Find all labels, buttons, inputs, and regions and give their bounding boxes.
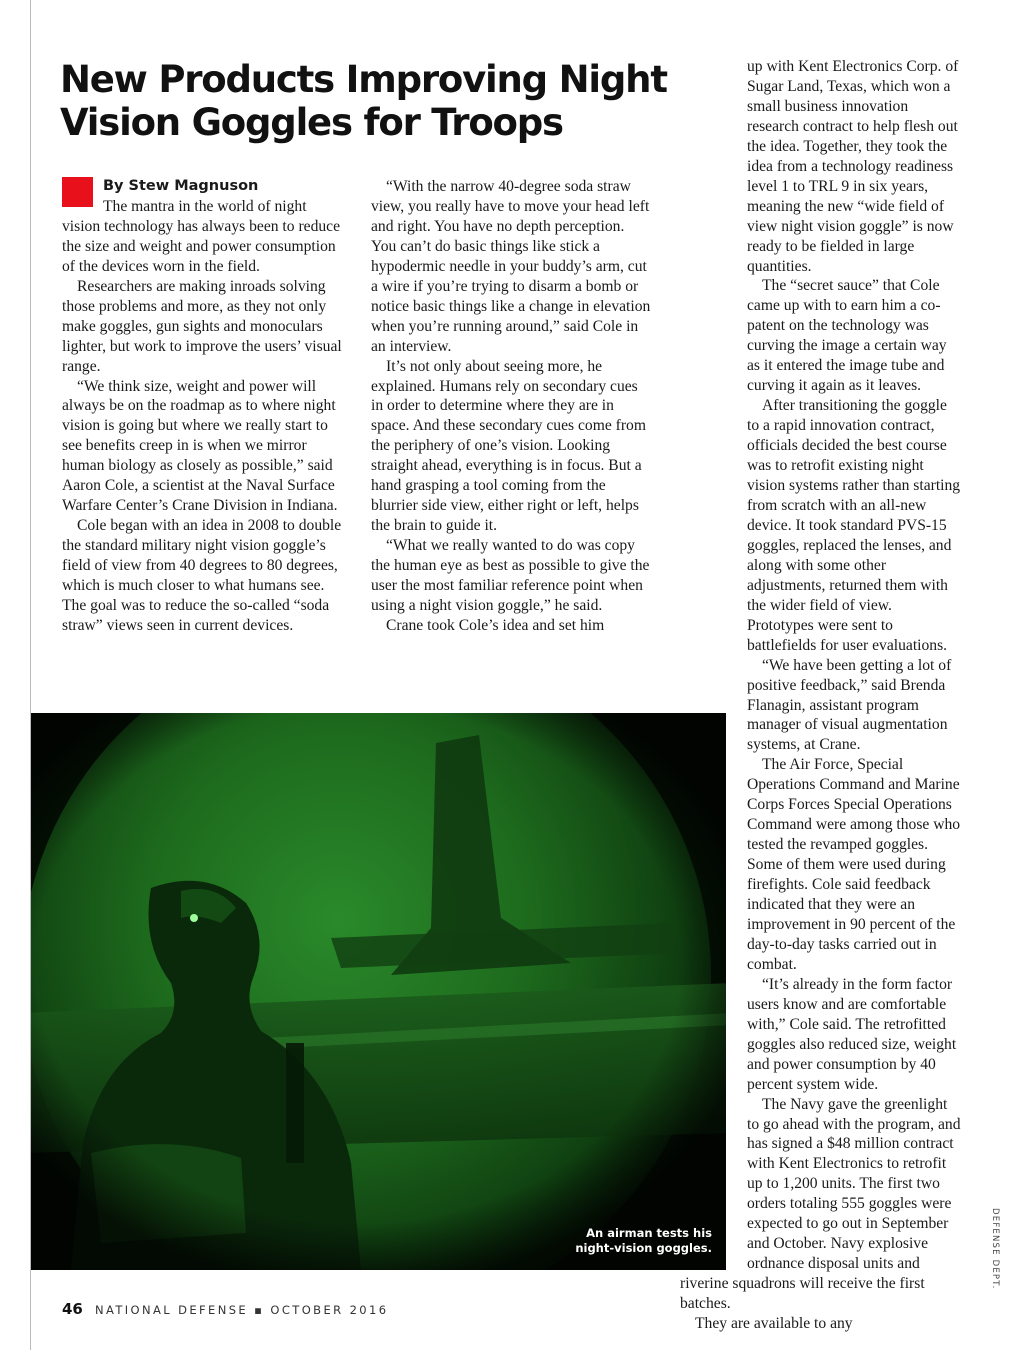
- paragraph: It’s not only about seeing more, he explained. Humans rely on secondary cues in order to determine where they are in space. And these secondary cues come from the periphery of one’s vision. Looking straight ahead, everything is in focus. But a hand grasping a tool coming from the blurrier side view, either right or left, helps the brain to guide it.: [371, 357, 646, 535]
- publication-name: NATIONAL DEFENSE: [94, 1303, 249, 1317]
- paragraph: “It’s already in the form factor users know and are comfortable with,” Cole said. The retrofitted goggles also reduced size, weight and power consumption by 40 percent system wide.: [747, 975, 957, 1093]
- paragraph: “What we really wanted to do was copy the human eye as best as possible to give the user the most familiar reference point when using a night vision goggle,” he said.: [371, 537, 650, 615]
- photo-caption: [575, 1226, 712, 1256]
- red-square-marker: [62, 177, 93, 207]
- paragraph: “We think size, weight and power will always be on the roadmap as to where night vision is going but where we really start to see benefits creep in is when we mirror human biology as closely as possible,” said Aaron Cole, a scientist at the Naval Surface Warfare Center’s Crane Division in Indiana.: [62, 377, 338, 515]
- paragraph: The mantra in the world of night vision technology has always been to reduce the size and weight and power consumption of the devices worn in the field.: [62, 197, 341, 275]
- paragraph: Cole began with an idea in 2008 to double the standard military night vision goggle’s field of view from 40 degrees to 80 degrees, which is much closer to what humans see. The goal was to reduce the so-called “soda straw” views seen in current devices.: [62, 517, 342, 634]
- night-vision-photo: [31, 713, 726, 1270]
- paragraph: up with Kent Electronics Corp. of Sugar Land, Texas, which won a small business innovation research contract to help flesh out the idea. Together, they took the idea from a technology readiness level 1 to TRL 9 in six years, meaning the new “wide field of view night vision goggle” is now ready to be fielded in large quantities.: [747, 58, 959, 275]
- article-column-1: [62, 177, 345, 636]
- paragraph: The “secret sauce” that Cole came up with to earn him a co-patent on the technology was curving the image a certain way as it entered the image tube and curving it again as it leaves.: [747, 277, 947, 395]
- footer-separator: ▪: [254, 1303, 265, 1317]
- article-column-2: [371, 177, 651, 636]
- caption-line: night-vision goggles.: [575, 1241, 712, 1255]
- paragraph: The Navy gave the greenlight to go ahead with the program, and has signed a $48 million contract with Kent Electronics to retrofit up to 1,200 units. The first two orders totaling 555 goggles were expected to go out in September and October. Navy explosive ordnance disposal units and riverine squadrons will receive the first batches.: [680, 1095, 961, 1313]
- section-label: DEFENSE DEPT.: [990, 1208, 1000, 1290]
- page-number: 46: [62, 1300, 83, 1318]
- paragraph: Crane took Cole’s idea and set him: [386, 616, 605, 634]
- paragraph: After transitioning the goggle to a rapid innovation contract, officials decided the best course was to retrofit existing night vision systems rather than starting from scratch with an all-new device. It took standard PVS-15 goggles, replaced the lenses, and along with some other adjustments, returned them with the wider field of view. Prototypes were sent to battlefields for user evaluations.: [747, 397, 961, 654]
- paragraph: Researchers are making inroads solving those problems and more, as they not only make goggles, gun sights and monoculars lighter, but work to improve the users’ visual range.: [62, 277, 342, 375]
- paragraph: “With the narrow 40-degree soda straw view, you really have to move your head left and right. You have no depth perception. You can’t do basic things like stick a hypodermic needle in your buddy’s arm, cut a wire if you’re trying to disarm a bomb or notice basic things like a change in elevation when you’re running around,” said Cole in an interview.: [371, 178, 651, 355]
- issue-date: OCTOBER 2016: [270, 1303, 389, 1317]
- night-vision-image: [31, 713, 726, 1270]
- article-headline: New Products Improving Night Vision Goggles for Troops: [60, 58, 667, 145]
- paragraph: They are available to any: [695, 1315, 853, 1333]
- paragraph: “We have been getting a lot of positive feedback,” said Brenda Flanagin, assistant program manager of visual augmentation systems, at Crane.: [747, 656, 952, 754]
- page-footer: [62, 1300, 388, 1318]
- paragraph: The Air Force, Special Operations Command and Marine Corps Forces Special Operations Command were among those who tested the revamped goggles. Some of them were used during firefights. Cole said feedback indicated that they were an improvement in 90 percent of the day-to-day tasks carried out in combat.: [747, 756, 961, 973]
- byline: By Stew Magnuson: [103, 178, 259, 194]
- caption-line: An airman tests his: [586, 1226, 712, 1240]
